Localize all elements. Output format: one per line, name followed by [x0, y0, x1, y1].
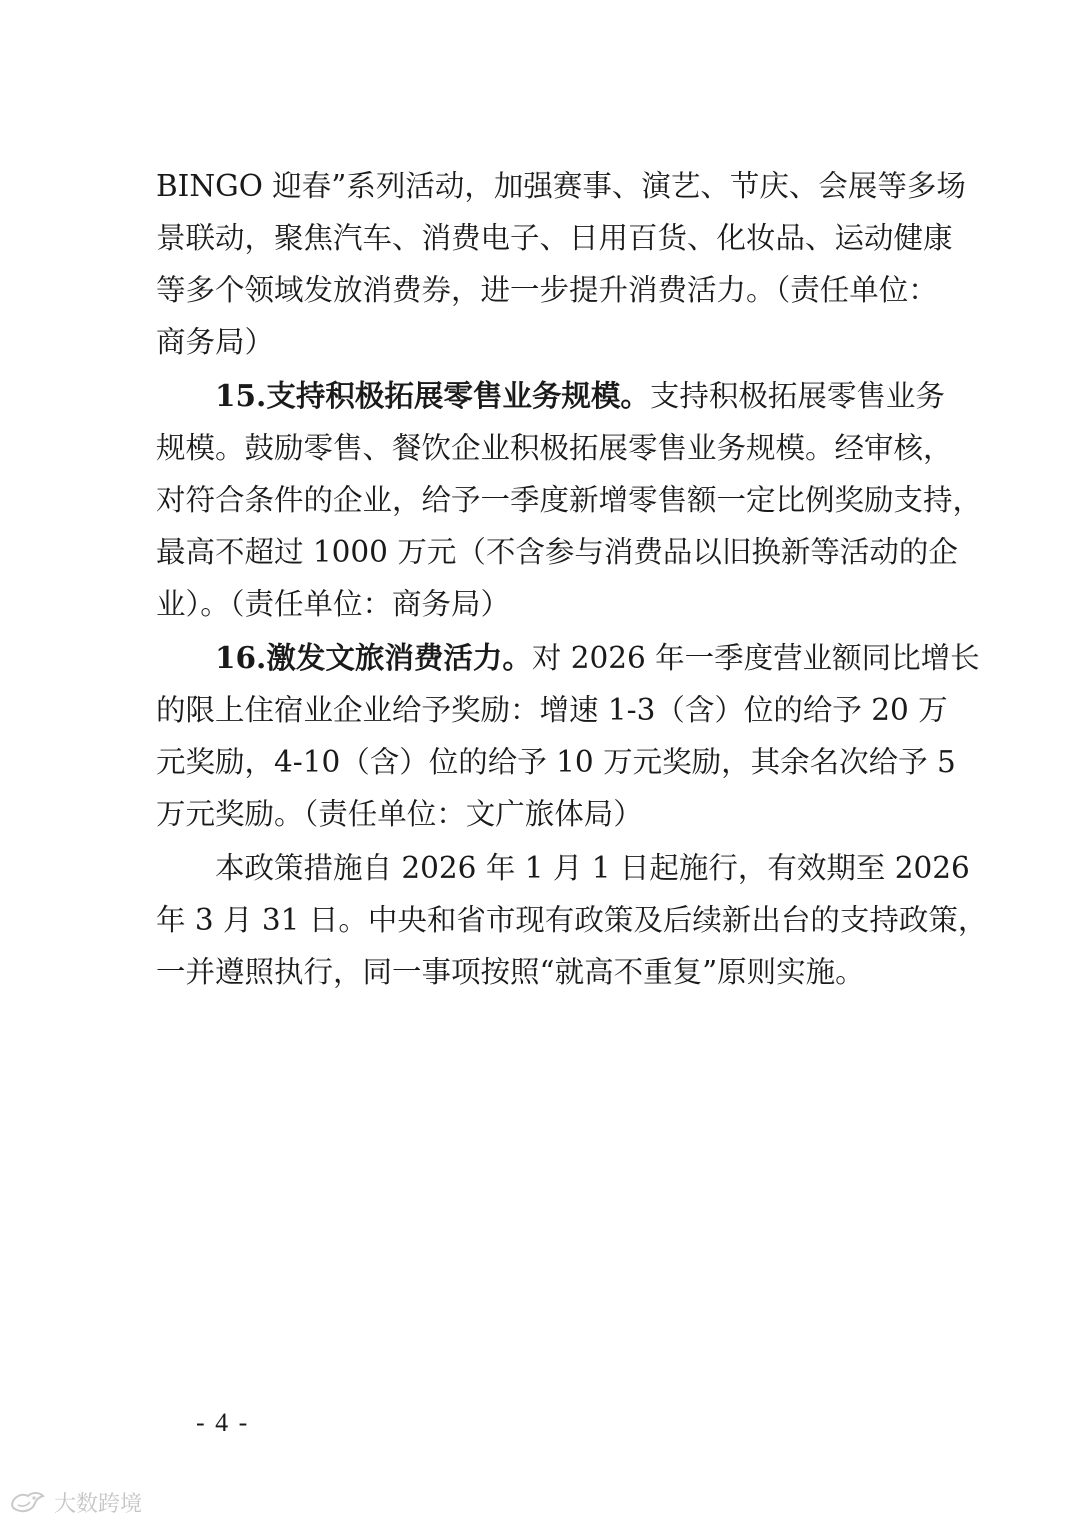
paragraph-line: 元奖励，4-10（含）位的给予 10 万元奖励，其余名次给予 5 — [156, 745, 956, 779]
item-15-heading: 15.支持积极拓展零售业务规模。 — [215, 378, 650, 413]
paragraph-line: 对符合条件的企业，给予一季度新增零售额一定比例奖励支持， — [156, 483, 983, 517]
item-16-text: 对 2026 年一季度营业额同比增长 — [531, 641, 980, 675]
paragraph-line: 规模。鼓励零售、餐饮企业积极拓展零售业务规模。经审核， — [156, 431, 953, 465]
paragraph-line: 一并遵照执行，同一事项按照“就高不重复”原则实施。 — [156, 955, 865, 989]
bird-logo-icon — [8, 1490, 48, 1516]
item-16-heading: 16.激发文旅消费活力。 — [215, 640, 532, 675]
paragraph-line: 最高不超过 1000 万元（不含参与消费品以旧换新等活动的企 — [156, 535, 958, 569]
paragraph-line: 等多个领域发放消费券，进一步提升消费活力。（责任单位： — [156, 273, 938, 307]
paragraph-line: 的限上住宿业企业给予奖励：增速 1-3（含）位的给予 20 万 — [156, 693, 948, 727]
page-number: - 4 - — [196, 1408, 250, 1437]
watermark-text: 大数跨境 — [54, 1492, 143, 1517]
watermark — [8, 1487, 142, 1518]
paragraph-line: BINGO 迎春”系列活动，加强赛事、演艺、节庆、会展等多场 — [156, 169, 966, 203]
paragraph-line: 景联动，聚焦汽车、消费电子、日用百货、化妆品、运动健康 — [156, 221, 953, 255]
item-15-first-line — [215, 376, 945, 416]
paragraph-line: 业）。（责任单位：商务局） — [156, 587, 511, 621]
item-15-text: 支持积极拓展零售业务 — [649, 379, 945, 413]
paragraph-line: 商务局） — [156, 325, 275, 359]
paragraph-line: 万元奖励。（责任单位：文广旅体局） — [156, 797, 643, 831]
closing-first-line: 本政策措施自 2026 年 1 月 1 日起施行，有效期至 2026 — [215, 851, 970, 885]
paragraph-line: 年 3 月 31 日。中央和省市现有政策及后续新出台的支持政策， — [156, 903, 988, 937]
item-16-first-line — [215, 638, 980, 678]
